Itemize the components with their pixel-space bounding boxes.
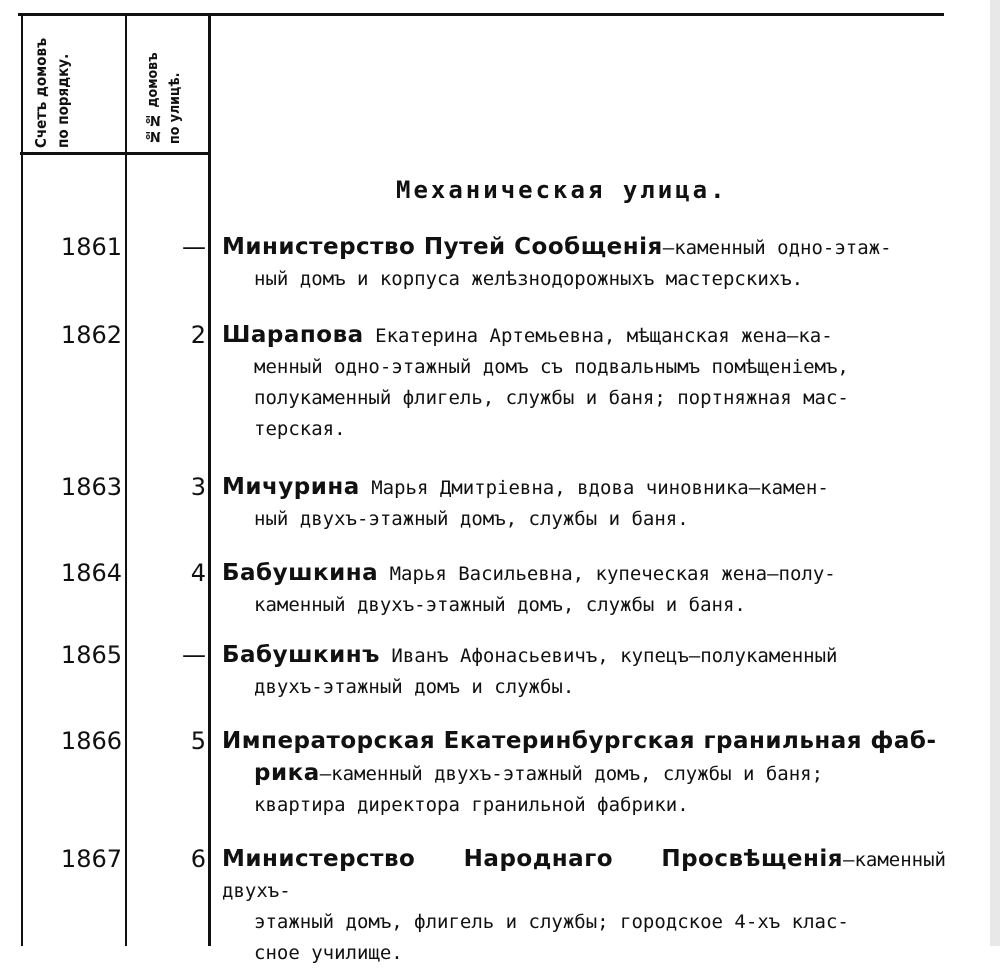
house-number: 2 [190, 321, 206, 349]
owner-name: Министерство Путей Сообщенія [222, 234, 663, 260]
header-house-line-2: по улицѣ. [167, 72, 183, 144]
entry-line: Екатерина Артемьевна, мѣщанская жена—ка- [363, 325, 833, 347]
entry-text [222, 472, 946, 535]
header-seq-line-1: Счетъ домовъ [32, 37, 50, 148]
owner-name-continued: рика [254, 760, 320, 786]
entry-line: полукаменный флигель, службы и баня; портняжная мас- [254, 387, 849, 409]
seq-number: 1863 [60, 473, 122, 501]
seq-number: 1865 [60, 641, 122, 669]
owner-name: Императорская Екатеринбургская гранильная фаб- [222, 728, 937, 754]
entry-line: терская. [254, 418, 346, 440]
entry-text [222, 726, 946, 821]
entry-text [222, 320, 946, 445]
entry-line: менный одно-этажный домъ съ подвальнымъ помѣщеніемъ, [254, 356, 849, 378]
header-seq-label [30, 18, 74, 148]
street-title: Механическая улица. [396, 176, 728, 204]
entry-line: сное училище. [254, 942, 403, 964]
entry-line: Иванъ Афонасьевичъ, купецъ—полукаменный [379, 645, 838, 667]
header-house-line-1: №№ домовъ [145, 52, 161, 144]
entry-line: —каменный одно-этаж- [662, 237, 892, 259]
entry-line: квартира директора гранильной фабрики. [254, 794, 689, 816]
header-house-label [142, 22, 186, 144]
entry-line: двухъ-этажный домъ и службы. [254, 676, 575, 698]
owner-name: Министерство Народнаго Просвѣщенія [222, 846, 844, 872]
owner-name: Бабушкина [222, 560, 379, 586]
entry-line: каменный двухъ-этажный домъ, службы и баня. [254, 594, 746, 616]
owner-name: Шарапова [222, 322, 364, 348]
column-divider-middle [125, 14, 127, 946]
house-number: — [182, 233, 206, 261]
owner-name: Мичурина [222, 474, 360, 500]
seq-number: 1861 [60, 233, 122, 261]
house-number: 5 [190, 727, 206, 755]
top-rule [18, 13, 944, 16]
entry-text [222, 558, 946, 621]
seq-number: 1867 [60, 845, 122, 873]
entry-text [222, 640, 946, 703]
header-bottom-rule [20, 152, 210, 155]
entry-line: —каменный двухъ-этажный домъ, службы и баня; [319, 763, 824, 785]
entry-line: Марья Васильевна, купеческая жена—полу- [378, 563, 836, 585]
entry-line: —каменный двухъ- [222, 849, 946, 902]
entry-text [222, 844, 946, 969]
house-number: — [182, 641, 206, 669]
entry-line: этажный домъ, флигель и службы; городское 4-хъ клас- [254, 911, 849, 933]
house-number: 4 [190, 559, 206, 587]
header-seq-line-2: по порядку. [54, 53, 72, 148]
entry-line: Марья Дмитріевна, вдова чиновника—камен- [359, 477, 829, 499]
page-edge [990, 0, 1000, 946]
entry-line: ный двухъ-этажный домъ, службы и баня. [254, 508, 689, 530]
seq-number: 1864 [60, 559, 122, 587]
column-divider-left [21, 14, 23, 946]
column-divider-right [208, 14, 211, 946]
entry-text [222, 232, 946, 295]
seq-number: 1862 [60, 321, 122, 349]
house-number: 3 [190, 473, 206, 501]
house-number: 6 [190, 845, 206, 873]
entry-line: ный домъ и корпуса желѣзнодорожныхъ мастерскихъ. [254, 268, 804, 290]
seq-number: 1866 [60, 727, 122, 755]
owner-name: Бабушкинъ [222, 642, 380, 668]
